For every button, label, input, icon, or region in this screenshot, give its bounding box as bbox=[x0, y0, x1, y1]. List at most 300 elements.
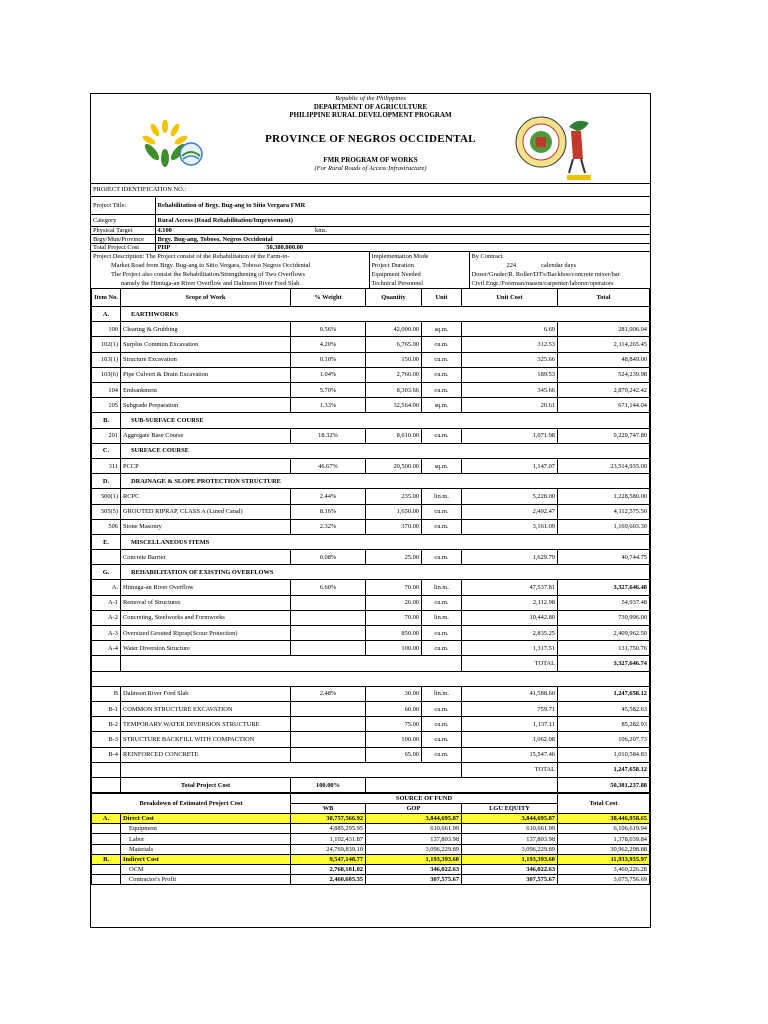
program-of-works-sheet bbox=[90, 93, 651, 928]
weight-value: 2.48% bbox=[291, 686, 366, 701]
table-row bbox=[92, 413, 650, 428]
gop-value: 1,193,393.60 bbox=[366, 854, 462, 864]
project-id-label: PROJECT IDENTIFICATION NO.: bbox=[91, 184, 650, 196]
item-no: B-4 bbox=[92, 747, 121, 762]
unit-cost-value: 47,537.81 bbox=[462, 580, 558, 595]
table-row bbox=[92, 443, 650, 458]
wb-value: 2,768,181.02 bbox=[291, 864, 366, 874]
unit-value: cu.m. bbox=[422, 626, 462, 641]
unit-value: sq.m. bbox=[422, 322, 462, 337]
item-no: B-2 bbox=[92, 717, 121, 732]
section-item: B. bbox=[92, 413, 121, 428]
works-subtitle: (For Rural Roads of Access Infrastructure) bbox=[314, 165, 427, 172]
impl-value-mode: By Contract bbox=[469, 252, 650, 261]
quantity-value: 370.00 bbox=[366, 519, 422, 534]
breakdown-label: Equipment bbox=[121, 824, 291, 834]
quantity-value: 2,766.00 bbox=[366, 367, 422, 382]
quantity-value: 1,650.00 bbox=[366, 504, 422, 519]
scope-desc: Himuga-an River Overflow bbox=[121, 580, 291, 595]
col-wb: WB bbox=[291, 804, 366, 814]
breakdown-row bbox=[92, 844, 650, 854]
unit-value: cu.m. bbox=[422, 747, 462, 762]
table-row bbox=[92, 626, 650, 641]
weight-value bbox=[291, 717, 366, 732]
scope-desc: Pipe Culvert & Drain Excavation bbox=[121, 367, 291, 382]
breakdown-item bbox=[92, 874, 121, 884]
quantity-value: 235.00 bbox=[366, 489, 422, 504]
item-no: 311 bbox=[92, 458, 121, 473]
blank-cell bbox=[366, 777, 558, 792]
scope-desc: Oversized Grouted Riprap(Scour Protection) bbox=[121, 626, 291, 641]
scope-desc: Dalinson River Ford Slab bbox=[121, 686, 291, 701]
quantity-value: 25.00 bbox=[366, 550, 422, 565]
table-row bbox=[92, 671, 650, 686]
col-lgu: LGU EQUITY bbox=[462, 804, 558, 814]
col-quantity: Quantity bbox=[366, 289, 422, 307]
unit-value: cu.m. bbox=[422, 504, 462, 519]
breakdown-row bbox=[92, 834, 650, 844]
unit-cost-value: 1,071.98 bbox=[462, 428, 558, 443]
impl-label-mode: Implementation Mode bbox=[369, 252, 469, 261]
unit-value: cu.m. bbox=[422, 367, 462, 382]
quantity-value: 70.00 bbox=[366, 610, 422, 625]
breakdown-total: 3,460,226.28 bbox=[558, 864, 650, 874]
wb-value: 2,460,605.35 bbox=[291, 874, 366, 884]
breakdown-item bbox=[92, 834, 121, 844]
total-value: 2,409,962.50 bbox=[558, 626, 650, 641]
weight-value bbox=[291, 701, 366, 716]
weight-value: 2.44% bbox=[291, 489, 366, 504]
scope-header-row bbox=[92, 289, 650, 307]
da-prdp-logo-icon bbox=[135, 120, 203, 174]
wb-value: 24,769,839.10 bbox=[291, 844, 366, 854]
unit-cost-value: 10,442.80 bbox=[462, 610, 558, 625]
unit-value: cu.m. bbox=[422, 383, 462, 398]
scope-desc: PCCP bbox=[121, 458, 291, 473]
unit-value: cu.m. bbox=[422, 519, 462, 534]
impl-value-equipment: Dozer/Grader/R. Roller/DT's/Backhoe/concrete mixer/bar bbox=[469, 270, 650, 279]
breakdown-row bbox=[92, 864, 650, 874]
scope-desc: Concrete Barrier bbox=[121, 550, 291, 565]
section-title: REHABILITATION OF EXISTING OVERFLOWS bbox=[121, 565, 650, 580]
col-weight: % Weight bbox=[291, 289, 366, 307]
section-title: DRAINAGE & SLOPE PROTECTION STRUCTURE bbox=[121, 474, 650, 489]
item-no: 102(1) bbox=[92, 337, 121, 352]
unit-cost-value: 759.71 bbox=[462, 701, 558, 716]
unit-cost-value: 312.53 bbox=[462, 337, 558, 352]
location-label: Brgy/Mun/Province bbox=[91, 235, 155, 244]
table-row bbox=[92, 398, 650, 413]
breakdown-label: Labor bbox=[121, 834, 291, 844]
item-no: 506 bbox=[92, 519, 121, 534]
total-value: 45,582.63 bbox=[558, 701, 650, 716]
desc-line-1: Project Description: The Project consist of the Rehabilitation of the Farm-to- bbox=[93, 253, 290, 261]
breakdown-total: 38,446,958.65 bbox=[558, 814, 650, 824]
unit-cost-value: 345.66 bbox=[462, 383, 558, 398]
item-no: 105 bbox=[92, 398, 121, 413]
project-info-table bbox=[91, 184, 650, 252]
unit-cost-value: 6.69 bbox=[462, 322, 558, 337]
project-description-table bbox=[91, 252, 650, 289]
unit-cost-value: 2,492.47 bbox=[462, 504, 558, 519]
unit-cost-value: 1,147.07 bbox=[462, 458, 558, 473]
wb-value: 1,102,431.87 bbox=[291, 834, 366, 844]
lgu-value: 610,661.99 bbox=[462, 824, 558, 834]
table-row bbox=[92, 489, 650, 504]
total-value: 9,229,747.80 bbox=[558, 428, 650, 443]
item-no: A-4 bbox=[92, 641, 121, 656]
total-value: 40,744.75 bbox=[558, 550, 650, 565]
col-gop: GOP bbox=[366, 804, 462, 814]
table-row bbox=[92, 534, 650, 549]
weight-value: 0.08% bbox=[291, 550, 366, 565]
item-no: A-1 bbox=[92, 595, 121, 610]
unit-value: cu.m. bbox=[422, 428, 462, 443]
unit-cost-value: 1,629.79 bbox=[462, 550, 558, 565]
republic-line: Republic of the Philippines bbox=[335, 95, 406, 102]
lgu-value: 3,096,229.89 bbox=[462, 844, 558, 854]
unit-value: lin.m. bbox=[422, 610, 462, 625]
breakdown-row bbox=[92, 854, 650, 864]
impl-label-duration: Project Duration bbox=[369, 261, 469, 270]
unit-cost-value: 1,062.08 bbox=[462, 732, 558, 747]
table-row bbox=[92, 458, 650, 473]
lgu-value: 3,844,695.87 bbox=[462, 814, 558, 824]
weight-value: 5.70% bbox=[291, 383, 366, 398]
scope-desc: GROUTED RIPRAP, CLASS A (Lined Canal) bbox=[121, 504, 291, 519]
quantity-value: 42,000.00 bbox=[366, 322, 422, 337]
quantity-value: 8,610.00 bbox=[366, 428, 422, 443]
scope-of-work-table bbox=[91, 289, 650, 794]
scope-desc: Stone Masonry bbox=[121, 519, 291, 534]
unit-value: cu.m. bbox=[422, 550, 462, 565]
quantity-value: 60.00 bbox=[366, 701, 422, 716]
weight-value: 18.32% bbox=[291, 428, 366, 443]
department-line: DEPARTMENT OF AGRICULTURE bbox=[313, 103, 428, 111]
table-row bbox=[92, 322, 650, 337]
table-row bbox=[92, 762, 650, 777]
section-item: C. bbox=[92, 443, 121, 458]
section-item: A. bbox=[92, 307, 121, 322]
table-row bbox=[92, 641, 650, 656]
breakdown-label: Contractor's Profit bbox=[121, 874, 291, 884]
blank-cell bbox=[121, 762, 462, 777]
item-no: A-2 bbox=[92, 610, 121, 625]
col-unit-cost: Unit Cost bbox=[462, 289, 558, 307]
weight-value: 0.10% bbox=[291, 352, 366, 367]
weight-value bbox=[291, 595, 366, 610]
breakdown-row bbox=[92, 814, 650, 824]
col-item: Item No. bbox=[92, 289, 121, 307]
scope-desc: Embankment bbox=[121, 383, 291, 398]
total-value: 1,228,580.00 bbox=[558, 489, 650, 504]
unit-value: lin.m. bbox=[422, 580, 462, 595]
gop-value: 3,844,695.87 bbox=[366, 814, 462, 824]
item-no bbox=[92, 550, 121, 565]
source-of-fund-label: SOURCE OF FUND bbox=[291, 794, 558, 804]
col-total: Total bbox=[558, 289, 650, 307]
duration-unit: calendar days bbox=[541, 262, 577, 270]
lgu-value: 307,575.67 bbox=[462, 874, 558, 884]
unit-value: cu.m. bbox=[422, 701, 462, 716]
unit-value: sq.m. bbox=[422, 398, 462, 413]
table-row bbox=[92, 519, 650, 534]
item-no: B-3 bbox=[92, 732, 121, 747]
col-scope: Scope of Work bbox=[121, 289, 291, 307]
total-value: 281,006.04 bbox=[558, 322, 650, 337]
table-row bbox=[92, 428, 650, 443]
cost-value: 50,380,000.00 bbox=[266, 244, 303, 252]
wb-value: 9,547,148.77 bbox=[291, 854, 366, 864]
gop-value: 307,575.67 bbox=[366, 874, 462, 884]
scope-desc: COMMON STRUCTURE EXCAVATION bbox=[121, 701, 291, 716]
unit-value: lin.m. bbox=[422, 489, 462, 504]
breakdown-row bbox=[92, 874, 650, 884]
table-row bbox=[92, 307, 650, 322]
section-item: D. bbox=[92, 474, 121, 489]
table-row bbox=[92, 732, 650, 747]
quantity-value: 850.00 bbox=[366, 626, 422, 641]
breakdown-title: Breakdown of Estimated Project Cost bbox=[92, 794, 291, 814]
section-item: G. bbox=[92, 565, 121, 580]
quantity-value: 150.00 bbox=[366, 352, 422, 367]
breakdown-total: 30,962,298.88 bbox=[558, 844, 650, 854]
total-value: 2,870,242.42 bbox=[558, 383, 650, 398]
gop-value: 346,022.63 bbox=[366, 864, 462, 874]
total-value: 106,207.73 bbox=[558, 732, 650, 747]
blank-cell bbox=[92, 671, 650, 686]
scope-desc: Aggregate Base Course bbox=[121, 428, 291, 443]
table-row bbox=[92, 717, 650, 732]
unit-value: cu.m. bbox=[422, 337, 462, 352]
scope-desc: Subgrade Preparation bbox=[121, 398, 291, 413]
desc-line-4: namely the Himuga-an River Overflow and Dalinson River Ford Slab. bbox=[121, 279, 301, 287]
table-row bbox=[92, 595, 650, 610]
weight-value: 46.67% bbox=[291, 458, 366, 473]
table-row bbox=[92, 580, 650, 595]
total-value: 131,750.76 bbox=[558, 641, 650, 656]
unit-value: cu.m. bbox=[422, 595, 462, 610]
lgu-value: 137,803.98 bbox=[462, 834, 558, 844]
scope-desc: Removal of Structures bbox=[121, 595, 291, 610]
total-value: 1,169,603.30 bbox=[558, 519, 650, 534]
breakdown-item: A. bbox=[92, 814, 121, 824]
target-unit: kms. bbox=[305, 227, 650, 235]
weight-value: 1.04% bbox=[291, 367, 366, 382]
total-cost-label: Total Cost bbox=[558, 794, 650, 814]
section-title: EARTHWORKS bbox=[121, 307, 650, 322]
quantity-value: 32,564.00 bbox=[366, 398, 422, 413]
scope-desc: STRUCTURE BACKFILL WITH COMPACTION bbox=[121, 732, 291, 747]
impl-label-equipment: Equipment Needed bbox=[369, 270, 469, 279]
blank-cell bbox=[92, 777, 121, 792]
weight-value: 6.60% bbox=[291, 580, 366, 595]
total-value: 671,144.04 bbox=[558, 398, 650, 413]
unit-cost-value: 325.66 bbox=[462, 352, 558, 367]
table-row bbox=[92, 565, 650, 580]
category-value: Rural Access (Road Rehabilitation/Improvement) bbox=[155, 214, 650, 226]
quantity-value: 6,765.00 bbox=[366, 337, 422, 352]
desc-line-2: Market Road from Brgy. Bug-ang to Sitio Vergara, Toboso Negros Occidental bbox=[111, 262, 311, 270]
unit-cost-value: 2,112.98 bbox=[462, 595, 558, 610]
table-row bbox=[92, 352, 650, 367]
weight-value bbox=[291, 610, 366, 625]
section-title: SUB-SURFACE COURSE bbox=[121, 413, 650, 428]
weight-value bbox=[291, 732, 366, 747]
weight-value: 0.56% bbox=[291, 322, 366, 337]
unit-cost-value: 2,835.25 bbox=[462, 626, 558, 641]
item-no: 505(5) bbox=[92, 504, 121, 519]
breakdown-total: 11,933,935.97 bbox=[558, 854, 650, 864]
weight-value: 1.33% bbox=[291, 398, 366, 413]
grand-total-label: Total Project Cost bbox=[121, 777, 291, 792]
total-value: 3,327,646.74 bbox=[558, 656, 650, 671]
item-no: 104 bbox=[92, 383, 121, 398]
total-value: 85,282.93 bbox=[558, 717, 650, 732]
unit-cost-value: 41,588.60 bbox=[462, 686, 558, 701]
total-value: 1,010,584.83 bbox=[558, 747, 650, 762]
table-row bbox=[92, 337, 650, 352]
scope-desc: Concreting, Steelworks and Formworks bbox=[121, 610, 291, 625]
lgu-value: 1,193,393.60 bbox=[462, 854, 558, 864]
weight-value: 8.16% bbox=[291, 504, 366, 519]
item-no: A-3 bbox=[92, 626, 121, 641]
breakdown-total: 6,106,619.94 bbox=[558, 824, 650, 834]
total-value: 730,996.00 bbox=[558, 610, 650, 625]
cost-currency: PHP bbox=[157, 244, 171, 252]
breakdown-item bbox=[92, 864, 121, 874]
table-row bbox=[92, 701, 650, 716]
total-value: 4,112,575.50 bbox=[558, 504, 650, 519]
grand-total-weight: 100.00% bbox=[291, 777, 366, 792]
unit-value: cu.m. bbox=[422, 732, 462, 747]
section-title: SURFACE COURSE bbox=[121, 443, 650, 458]
wb-value: 4,885,295.95 bbox=[291, 824, 366, 834]
quantity-value: 75.00 bbox=[366, 717, 422, 732]
negros-occidental-seal-icon bbox=[511, 109, 601, 184]
breakdown-label: Direct Cost bbox=[121, 814, 291, 824]
item-no: B-1 bbox=[92, 701, 121, 716]
project-title-value: Rehabilitation of Brgy. Bug-ang to Sitio Vergara FMR bbox=[155, 196, 650, 214]
unit-cost-value: 15,547.46 bbox=[462, 747, 558, 762]
section-title: MISCELLANEOUS ITEMS bbox=[121, 534, 650, 549]
cost-label: Total Project Cost bbox=[91, 244, 155, 252]
scope-desc: REINFORCED CONCRETE bbox=[121, 747, 291, 762]
table-row bbox=[92, 777, 650, 792]
breakdown-label: Materials bbox=[121, 844, 291, 854]
unit-cost-value: 5,228.00 bbox=[462, 489, 558, 504]
breakdown-item bbox=[92, 844, 121, 854]
province-title: PROVINCE OF NEGROS OCCIDENTAL bbox=[265, 133, 476, 145]
total-value: 3,327,646.48 bbox=[558, 580, 650, 595]
unit-value: lin.m. bbox=[422, 686, 462, 701]
unit-cost-value: 1,317.51 bbox=[462, 641, 558, 656]
document-header bbox=[91, 94, 650, 184]
quantity-value: 65.00 bbox=[366, 747, 422, 762]
quantity-value: 100.00 bbox=[366, 732, 422, 747]
target-value: 4.100 bbox=[155, 227, 305, 235]
weight-value: 2.32% bbox=[291, 519, 366, 534]
unit-cost-value: 20.61 bbox=[462, 398, 558, 413]
unit-cost-value: 189.53 bbox=[462, 367, 558, 382]
item-no: 100 bbox=[92, 322, 121, 337]
category-label: Category bbox=[91, 214, 155, 226]
desc-line-3: The Project also consist the Rehabilitation/Strengthening of Two Overflows bbox=[111, 271, 305, 279]
impl-value-duration: 224 bbox=[506, 262, 517, 270]
gop-value: 3,096,229.89 bbox=[366, 844, 462, 854]
item-no: 500(1) bbox=[92, 489, 121, 504]
item-no: 103(1) bbox=[92, 352, 121, 367]
item-no: 103(6) bbox=[92, 367, 121, 382]
scope-desc: Clearing & Grubbing bbox=[121, 322, 291, 337]
table-row bbox=[92, 656, 650, 671]
item-no: B bbox=[92, 686, 121, 701]
unit-value: sq.m. bbox=[422, 458, 462, 473]
section-item: E. bbox=[92, 534, 121, 549]
project-title-label: Project Title: bbox=[91, 196, 155, 214]
program-line: PHILIPPINE RURAL DEVELOPMENT PROGRAM bbox=[289, 111, 452, 119]
total-value: 48,849.00 bbox=[558, 352, 650, 367]
quantity-value: 8,303.66 bbox=[366, 383, 422, 398]
grand-total-value: 50,381,237.88 bbox=[558, 777, 650, 792]
cost-breakdown-table bbox=[91, 793, 650, 885]
weight-value: 4.20% bbox=[291, 337, 366, 352]
location-value: Brgy. Bug-ang, Toboso, Negros Occidental bbox=[155, 235, 650, 244]
unit-value: cu.m. bbox=[422, 641, 462, 656]
item-no: A. bbox=[92, 580, 121, 595]
quantity-value: 26.00 bbox=[366, 595, 422, 610]
total-label: TOTAL bbox=[462, 762, 558, 777]
impl-value-personnel: Civil Engr./Foreman/mason/carpenter/laborer/operators bbox=[469, 279, 650, 288]
col-unit: Unit bbox=[422, 289, 462, 307]
blank-cell bbox=[92, 762, 121, 777]
breakdown-total: 1,378,039.84 bbox=[558, 834, 650, 844]
blank-cell bbox=[92, 656, 121, 671]
target-label: Physical Target bbox=[91, 227, 155, 235]
quantity-value: 20,500.00 bbox=[366, 458, 422, 473]
scope-desc: Water Diversion Structure bbox=[121, 641, 291, 656]
lgu-value: 346,022.63 bbox=[462, 864, 558, 874]
unit-value: cu.m. bbox=[422, 717, 462, 732]
table-row bbox=[92, 550, 650, 565]
works-title: FMR PROGRAM OF WORKS bbox=[323, 156, 418, 164]
total-value: 1,247,658.12 bbox=[558, 686, 650, 701]
quantity-value: 30.00 bbox=[366, 686, 422, 701]
table-row bbox=[92, 686, 650, 701]
breakdown-row bbox=[92, 824, 650, 834]
table-row bbox=[92, 383, 650, 398]
total-value: 23,514,935.00 bbox=[558, 458, 650, 473]
table-row bbox=[92, 474, 650, 489]
breakdown-item: B. bbox=[92, 854, 121, 864]
weight-value bbox=[291, 641, 366, 656]
unit-value: cu.m. bbox=[422, 352, 462, 367]
total-value: 54,937.48 bbox=[558, 595, 650, 610]
weight-value bbox=[291, 747, 366, 762]
wb-value: 30,757,566.92 bbox=[291, 814, 366, 824]
gop-value: 610,661.99 bbox=[366, 824, 462, 834]
total-value: 1,247,658.12 bbox=[558, 762, 650, 777]
total-label: TOTAL bbox=[462, 656, 558, 671]
breakdown-item bbox=[92, 824, 121, 834]
quantity-value: 70.00 bbox=[366, 580, 422, 595]
table-row bbox=[92, 367, 650, 382]
breakdown-total: 3,075,756.69 bbox=[558, 874, 650, 884]
blank-cell bbox=[121, 656, 462, 671]
scope-desc: RCPC bbox=[121, 489, 291, 504]
unit-cost-value: 3,161.09 bbox=[462, 519, 558, 534]
gop-value: 137,803.98 bbox=[366, 834, 462, 844]
